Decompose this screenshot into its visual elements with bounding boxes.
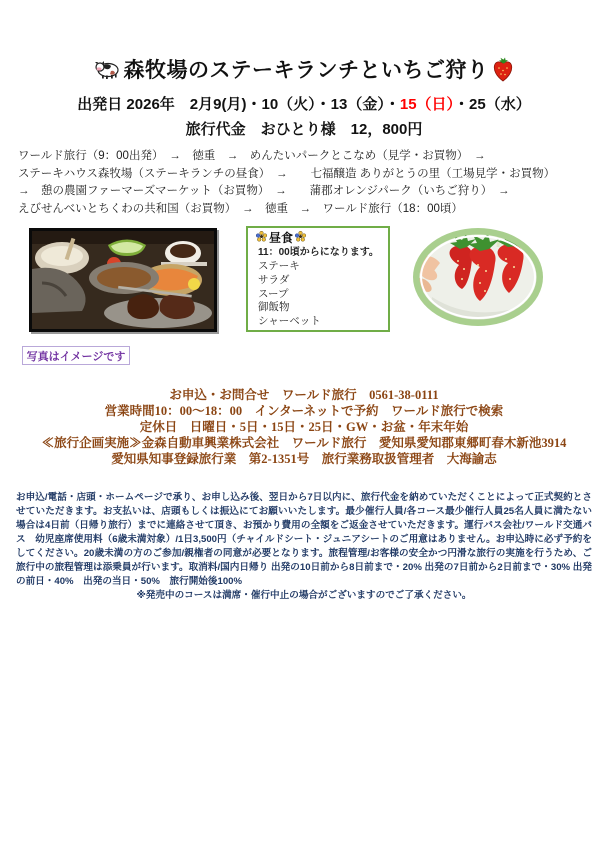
- page-title: 森牧場のステーキランチといちご狩り: [123, 59, 489, 82]
- lunch-menu-box: [246, 226, 390, 332]
- lunch-item: 御飯物: [258, 301, 290, 314]
- contact-line: お申込・お問合せ ワールド旅行 0561-38-0111: [169, 388, 439, 403]
- lunch-title: 昼食: [269, 230, 294, 245]
- departure-date-line: [0, 93, 608, 114]
- contact-block: [0, 387, 608, 467]
- steak-lunch-photo: [29, 228, 217, 332]
- lunch-item: スープ: [258, 287, 289, 300]
- lunch-item: シャーベット: [258, 315, 321, 328]
- page-title-row: [0, 54, 608, 84]
- itinerary: [18, 148, 608, 218]
- fine-print-body: お申込/電話・店頭・ホームページで承り、お申し込み後、翌日から7日以内に、旅行代金を納めていただくことによって正式契約とさせていただきます。お支払いは、店頭もしくは振込にてお願いいたします。最少催行人員/各コース最少催行人員25名人員に満たない場合は4日前（日帰り旅行）までに連絡させて頂き、お預かり費用の全額をご返金させていただきます。運行バス会社/ワールド交通バス 幼児座席使用料（6歳未満対象）/1日3,500円（チャイルドシート・ジュニアシートのご用意はありません。お申込時に必ず予約をしてください。20歳未満の方のご参加/親権者の同意が必要となります。旅程管理/お客様の安全かつ円滑な旅行の実施を行うため、ご旅行中の旅程管理は添乗員が行います。取消料/国内日帰り 出発の10日前から8日前まで・20% 出発の7日前から2日前まで・30% 出発の前日・40% 出発の当日・50% 旅行開始後100%: [16, 492, 592, 588]
- departure-highlight: 15（日）: [399, 96, 455, 113]
- itinerary-line: ステーキハウス森牧場（ステーキランチの昼食） → 七福醸造 ありがとうの里（工場見学・お買物）: [18, 167, 556, 180]
- flower-icon: [256, 231, 267, 246]
- lunch-item: ステーキ: [258, 259, 300, 272]
- price-line: 旅行代金 おひとり様 12，800円: [185, 121, 423, 138]
- photo-caption: 写真はイメージです: [22, 346, 130, 365]
- lunch-note: 11：00頃からになります。: [258, 247, 379, 259]
- itinerary-line: → 憩の農園ファーマーズマーケット（お買物） → 蒲郡オレンジパーク（いちご狩り） →: [18, 185, 510, 198]
- strawberries-photo: [412, 227, 544, 327]
- contact-line: ≪旅行企画実施≫金森自動車興業株式会社 ワールド旅行 愛知県愛知郡東郷町春木新池3914: [41, 436, 567, 451]
- cow-icon: [94, 59, 120, 79]
- lunch-item: サラダ: [258, 273, 290, 286]
- strawberry-icon: [492, 57, 514, 82]
- fine-print-note: ※発売中のコースは満席・催行中止の場合がございますのでご了承ください。: [136, 590, 472, 602]
- departure-suffix: ・25（水）: [454, 96, 531, 113]
- itinerary-line: えびせんべいとちくわの共和国（お買物） → 徳重 → ワールド旅行（18：00頃）: [18, 202, 463, 215]
- contact-line: 愛知県知事登録旅行業 第2-1351号 旅行業務取扱管理者 大海諭志: [111, 452, 497, 467]
- contact-line: 定休日 日曜日・5日・15日・25日・GW・お盆・年末年始: [139, 420, 469, 435]
- lunch-title-row: [256, 231, 382, 246]
- flower-icon: [295, 231, 306, 246]
- photo-band: [0, 227, 608, 375]
- contact-line: 営業時間10：00～18：00 インターネットで予約 ワールド旅行で検索: [104, 404, 504, 419]
- departure-prefix: 出発日 2026年 2月9(月)・10（火）・13（金）・: [77, 96, 400, 113]
- itinerary-line: ワールド旅行（9：00出発） → 徳重 → めんたいパークとこなめ（見学・お買物） →: [18, 150, 486, 162]
